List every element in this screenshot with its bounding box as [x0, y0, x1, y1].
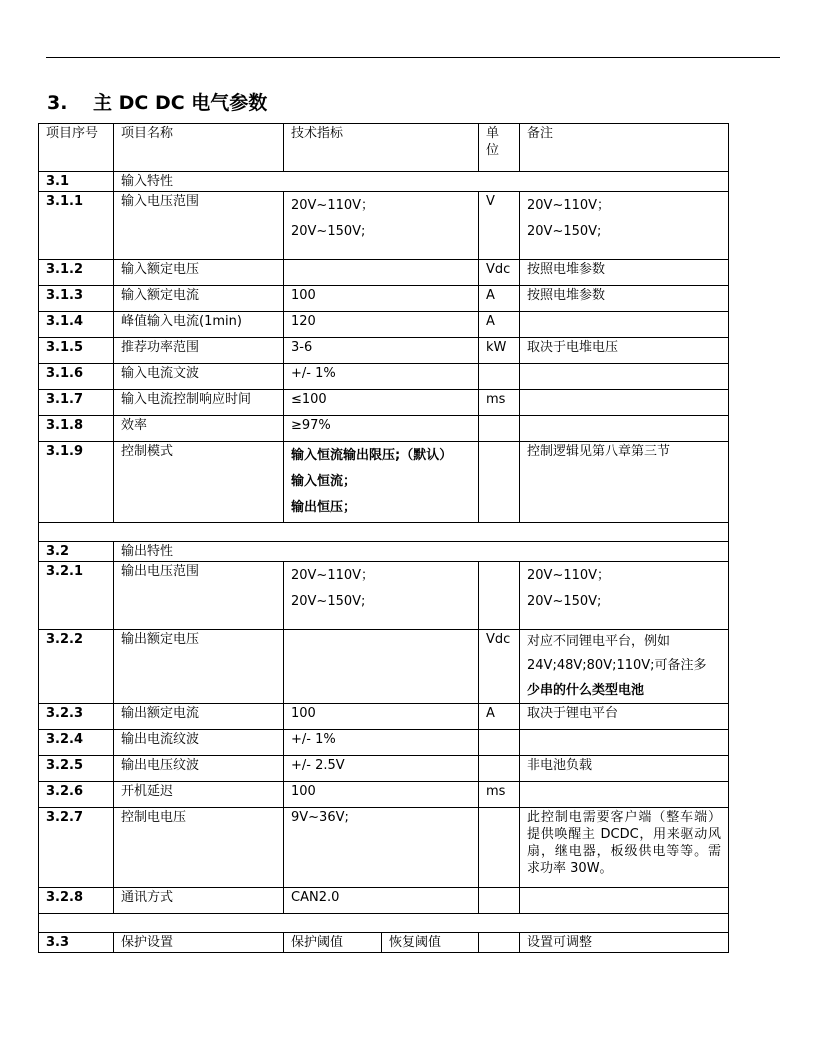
group-row — [39, 172, 729, 192]
row-note — [520, 416, 729, 442]
row-unit — [479, 364, 520, 390]
row-note: 非电池负载 — [520, 756, 729, 782]
group-title: 保护设置 — [114, 933, 284, 953]
row-note: 此控制电需要客户端（整车端）提供唤醒主 DCDC，用来驱动风扇，继电器，板级供电等等。需求功率 30W。 — [520, 808, 729, 888]
row-note: 取决于锂电平台 — [520, 704, 729, 730]
section-number: 3. — [47, 92, 68, 114]
row-id: 3.2.7 — [39, 808, 114, 888]
row-spec: 100 — [284, 782, 479, 808]
row-name: 输入额定电流 — [114, 286, 284, 312]
row-name: 控制模式 — [114, 442, 284, 523]
row-unit: kW — [479, 338, 520, 364]
row-name: 输出电压范围 — [114, 562, 284, 630]
group-title: 输出特性 — [114, 542, 729, 562]
row-name: 控制电电压 — [114, 808, 284, 888]
row-id: 3.1.8 — [39, 416, 114, 442]
row-name: 推荐功率范围 — [114, 338, 284, 364]
row-spec: 120 — [284, 312, 479, 338]
row-note: 20V~110V； 20V~150V; — [520, 192, 729, 260]
section-heading — [47, 88, 267, 115]
row-note — [520, 730, 729, 756]
row-unit — [479, 442, 520, 523]
row-id: 3.2.2 — [39, 630, 114, 704]
group-row — [39, 933, 729, 953]
row-id: 3.2.8 — [39, 888, 114, 914]
spacer-row — [39, 914, 729, 933]
group-title: 输入特性 — [114, 172, 729, 192]
spacer-row — [39, 523, 729, 542]
header-note: 备注 — [520, 124, 729, 172]
row-name: 输出额定电压 — [114, 630, 284, 704]
table-row — [39, 390, 729, 416]
row-unit — [479, 933, 520, 953]
table-row — [39, 286, 729, 312]
section-title: 主 DC DC 电气参数 — [93, 92, 268, 114]
row-unit: ms — [479, 390, 520, 416]
table-row — [39, 808, 729, 888]
row-id: 3.1.6 — [39, 364, 114, 390]
row-note — [520, 364, 729, 390]
row-unit — [479, 730, 520, 756]
row-name: 输入电压范围 — [114, 192, 284, 260]
row-name: 输出电压纹波 — [114, 756, 284, 782]
row-unit: A — [479, 312, 520, 338]
group-id: 3.1 — [39, 172, 114, 192]
group-id: 3.2 — [39, 542, 114, 562]
row-unit — [479, 756, 520, 782]
row-name: 输入电流文波 — [114, 364, 284, 390]
row-id: 3.1.7 — [39, 390, 114, 416]
row-note — [520, 390, 729, 416]
parameter-table — [38, 123, 729, 953]
row-spec: 100 — [284, 286, 479, 312]
row-id: 3.1.4 — [39, 312, 114, 338]
row-spec: 输入恒流输出限压;（默认） 输入恒流； 输出恒压； — [284, 442, 479, 523]
table-row — [39, 260, 729, 286]
row-unit: A — [479, 286, 520, 312]
header-unit: 单 位 — [479, 124, 520, 172]
row-note — [520, 782, 729, 808]
row-spec — [284, 260, 479, 286]
table-row — [39, 730, 729, 756]
table-row — [39, 782, 729, 808]
row-spec: +/- 1% — [284, 364, 479, 390]
row-id: 3.1.1 — [39, 192, 114, 260]
row-unit — [479, 416, 520, 442]
header-id: 项目序号 — [39, 124, 114, 172]
row-note: 对应不同锂电平台，例如 24V;48V;80V;110V;可备注多 少串的什么类型电池 — [520, 630, 729, 704]
header-rule — [46, 57, 780, 58]
row-spec: 3-6 — [284, 338, 479, 364]
table-row — [39, 888, 729, 914]
row-id: 3.1.3 — [39, 286, 114, 312]
row-note: 取决于电堆电压 — [520, 338, 729, 364]
table-row — [39, 192, 729, 260]
row-note: 按照电堆参数 — [520, 260, 729, 286]
row-note: 控制逻辑见第八章第三节 — [520, 442, 729, 523]
row-spec: +/- 2.5V — [284, 756, 479, 782]
table-row — [39, 442, 729, 523]
row-note: 按照电堆参数 — [520, 286, 729, 312]
row-id: 3.1.2 — [39, 260, 114, 286]
row-unit: A — [479, 704, 520, 730]
row-name: 开机延迟 — [114, 782, 284, 808]
row-unit: ms — [479, 782, 520, 808]
row-name: 输入电流控制响应时间 — [114, 390, 284, 416]
row-note — [520, 888, 729, 914]
row-unit — [479, 888, 520, 914]
group-row — [39, 542, 729, 562]
recover-threshold: 恢复阈值 — [382, 933, 479, 953]
table-row — [39, 756, 729, 782]
row-id: 3.1.5 — [39, 338, 114, 364]
row-id: 3.2.4 — [39, 730, 114, 756]
table-row — [39, 338, 729, 364]
row-id: 3.1.9 — [39, 442, 114, 523]
group-id: 3.3 — [39, 933, 114, 953]
row-unit — [479, 808, 520, 888]
row-spec — [284, 630, 479, 704]
protect-threshold: 保护阈值 — [284, 933, 382, 953]
row-spec: CAN2.0 — [284, 888, 479, 914]
row-id: 3.2.6 — [39, 782, 114, 808]
table-row — [39, 364, 729, 390]
row-spec: 20V~110V； 20V~150V; — [284, 192, 479, 260]
row-id: 3.2.1 — [39, 562, 114, 630]
row-spec: +/- 1% — [284, 730, 479, 756]
row-unit — [479, 562, 520, 630]
row-name: 峰值输入电流(1min) — [114, 312, 284, 338]
table-row — [39, 416, 729, 442]
row-note: 20V~110V； 20V~150V; — [520, 562, 729, 630]
header-spec: 技术指标 — [284, 124, 479, 172]
row-name: 输出电流纹波 — [114, 730, 284, 756]
row-name: 输出额定电流 — [114, 704, 284, 730]
row-name: 效率 — [114, 416, 284, 442]
row-unit: Vdc — [479, 630, 520, 704]
row-spec: ≥97% — [284, 416, 479, 442]
row-spec: ≤100 — [284, 390, 479, 416]
header-name: 项目名称 — [114, 124, 284, 172]
row-name: 通讯方式 — [114, 888, 284, 914]
row-id: 3.2.3 — [39, 704, 114, 730]
row-note — [520, 312, 729, 338]
header-row — [39, 124, 729, 172]
row-id: 3.2.5 — [39, 756, 114, 782]
row-spec: 9V~36V; — [284, 808, 479, 888]
row-spec: 20V~110V； 20V~150V; — [284, 562, 479, 630]
group-note: 设置可调整 — [520, 933, 729, 953]
table-row — [39, 704, 729, 730]
row-unit: Vdc — [479, 260, 520, 286]
row-unit: V — [479, 192, 520, 260]
table-row — [39, 562, 729, 630]
row-spec: 100 — [284, 704, 479, 730]
table-row — [39, 312, 729, 338]
table-row — [39, 630, 729, 704]
row-name: 输入额定电压 — [114, 260, 284, 286]
